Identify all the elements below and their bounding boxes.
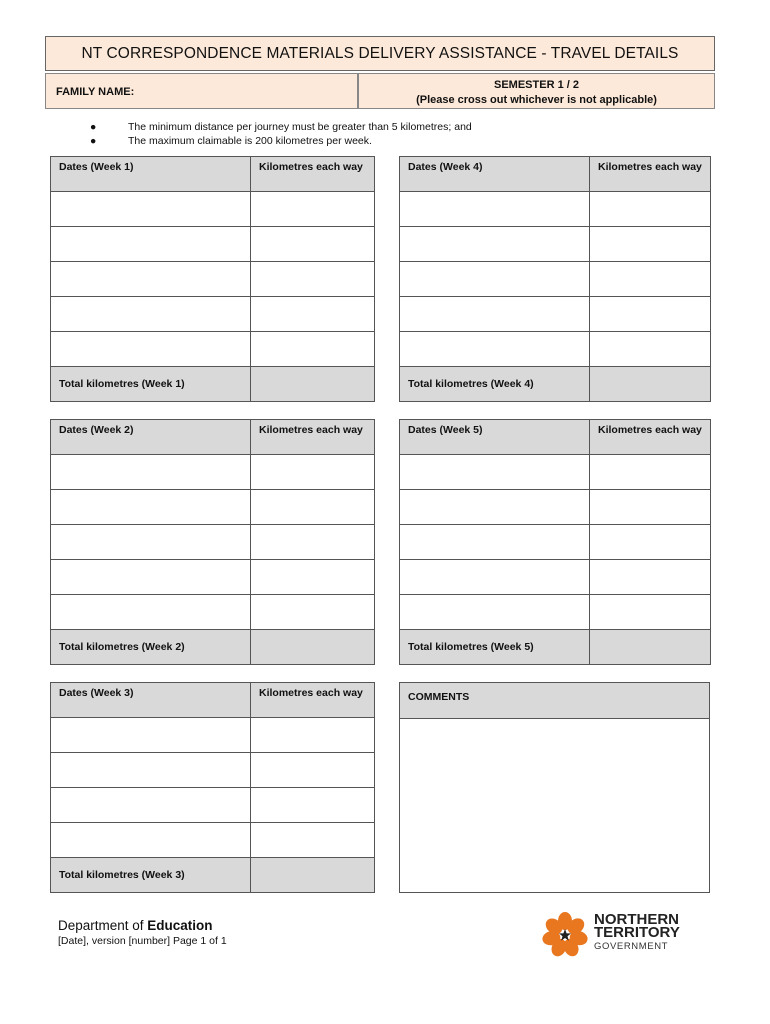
km-cell[interactable] [251,192,375,227]
km-header: Kilometres each way [251,683,375,718]
km-header: Kilometres each way [251,420,375,455]
date-cell[interactable] [51,297,251,332]
km-cell[interactable] [251,823,375,858]
km-cell[interactable] [251,525,375,560]
form-title: NT CORRESPONDENCE MATERIALS DELIVERY ASSISTANCE - TRAVEL DETAILS [45,36,715,71]
date-cell[interactable] [51,455,251,490]
km-cell[interactable] [251,718,375,753]
date-cell[interactable] [400,332,590,367]
km-cell[interactable] [251,560,375,595]
km-cell[interactable] [251,455,375,490]
date-cell[interactable] [51,490,251,525]
logo-line-1: NORTHERN [594,911,679,928]
version-info: [Date], version [number] Page 1 of 1 [58,935,227,947]
logo-line-3: GOVERNMENT [594,941,669,952]
date-cell[interactable] [400,560,590,595]
total-km-cell[interactable] [251,858,375,893]
rule-text: The minimum distance per journey must be greater than 5 kilometres; and [128,121,472,133]
date-cell[interactable] [51,788,251,823]
km-cell[interactable] [590,560,711,595]
comments-box[interactable] [399,682,710,893]
semester-label: SEMESTER 1 / 2 [494,79,579,91]
date-cell[interactable] [51,192,251,227]
date-cell[interactable] [400,490,590,525]
rule-item [90,120,690,134]
date-cell[interactable] [51,823,251,858]
km-cell[interactable] [251,595,375,630]
date-cell[interactable] [51,332,251,367]
dept-bold: Education [147,918,213,933]
km-cell[interactable] [590,192,711,227]
dates-header: Dates (Week 3) [51,683,251,718]
date-cell[interactable] [51,595,251,630]
week-5-table [399,419,711,665]
total-km-cell[interactable] [251,367,375,402]
total-label: Total kilometres (Week 4) [400,367,590,402]
km-cell[interactable] [251,490,375,525]
rules-list [90,120,690,148]
total-km-cell[interactable] [590,367,711,402]
dates-header: Dates (Week 4) [400,157,590,192]
dept-prefix: Department of [58,918,148,933]
date-cell[interactable] [400,455,590,490]
comments-header: COMMENTS [400,683,709,719]
week-3-table [50,682,375,893]
km-cell[interactable] [251,297,375,332]
date-cell[interactable] [400,525,590,560]
date-cell[interactable] [400,595,590,630]
date-cell[interactable] [400,262,590,297]
total-label: Total kilometres (Week 1) [51,367,251,402]
dates-header: Dates (Week 2) [51,420,251,455]
km-header: Kilometres each way [590,157,711,192]
km-cell[interactable] [590,525,711,560]
dates-header: Dates (Week 5) [400,420,590,455]
week-4-table [399,156,711,402]
km-header: Kilometres each way [251,157,375,192]
km-cell[interactable] [251,788,375,823]
week-1-table [50,156,375,402]
rule-item [90,134,690,148]
rule-text: The maximum claimable is 200 kilometres per week. [128,135,372,147]
semester-instruction: (Please cross out whichever is not applicable) [416,94,657,106]
family-name-field[interactable]: FAMILY NAME: [45,73,358,109]
bullet-icon: ● [90,121,97,133]
semester-field[interactable] [358,73,715,109]
km-cell[interactable] [590,227,711,262]
total-label: Total kilometres (Week 2) [51,630,251,665]
date-cell[interactable] [51,525,251,560]
km-cell[interactable] [251,227,375,262]
date-cell[interactable] [51,753,251,788]
km-cell[interactable] [251,753,375,788]
date-cell[interactable] [51,560,251,595]
department-name [58,918,213,933]
bullet-icon: ● [90,135,97,147]
date-cell[interactable] [400,227,590,262]
km-cell[interactable] [590,490,711,525]
km-cell[interactable] [590,332,711,367]
date-cell[interactable] [400,297,590,332]
dates-header: Dates (Week 1) [51,157,251,192]
logo-line-2: TERRITORY [594,924,680,941]
total-label: Total kilometres (Week 5) [400,630,590,665]
km-cell[interactable] [590,595,711,630]
week-2-table [50,419,375,665]
km-cell[interactable] [251,262,375,297]
km-cell[interactable] [590,455,711,490]
date-cell[interactable] [51,227,251,262]
total-label: Total kilometres (Week 3) [51,858,251,893]
km-cell[interactable] [251,332,375,367]
total-km-cell[interactable] [251,630,375,665]
logo-wordmark [594,913,680,939]
total-km-cell[interactable] [590,630,711,665]
km-header: Kilometres each way [590,420,711,455]
km-cell[interactable] [590,297,711,332]
km-cell[interactable] [590,262,711,297]
date-cell[interactable] [400,192,590,227]
date-cell[interactable] [51,262,251,297]
nt-flower-logo-icon [540,910,592,960]
date-cell[interactable] [51,718,251,753]
